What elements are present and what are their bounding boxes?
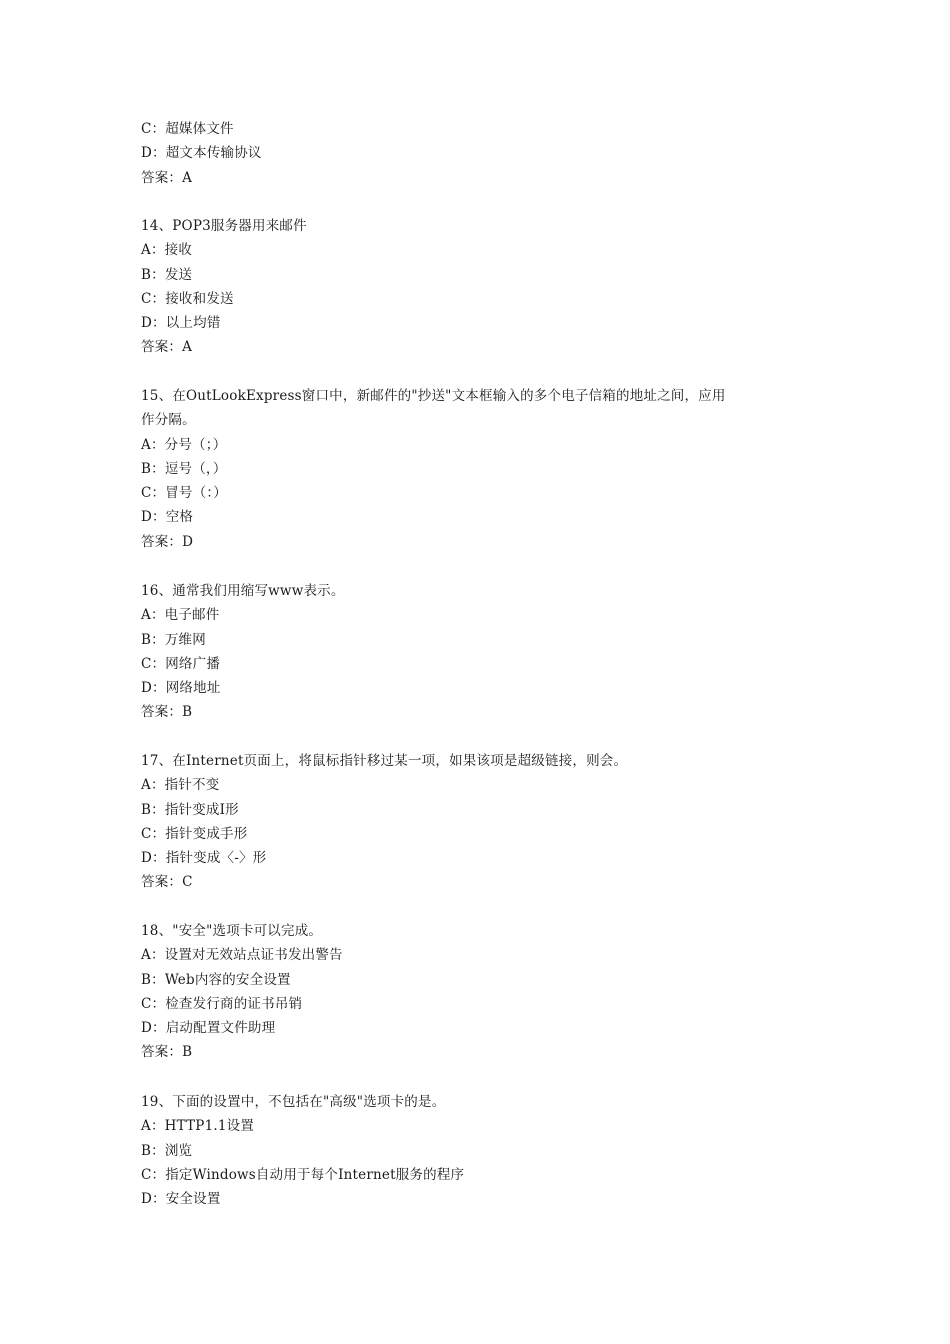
- option-c: C：接收和发送: [141, 290, 234, 307]
- option-d: D：启动配置文件助理: [141, 1020, 276, 1037]
- option-d: D：空格: [141, 509, 194, 526]
- option-a: A：指针不变: [141, 777, 220, 794]
- question-text-continued: 作分隔。: [141, 412, 196, 429]
- option-a: A：设置对无效站点证书发出警告: [141, 947, 343, 964]
- option-d: D：安全设置: [141, 1191, 221, 1208]
- question-text: 17、在Internet页面上，将鼠标指针移过某一项，如果该项是超级链接，则会。: [141, 753, 628, 769]
- answer: 答案：D: [141, 533, 194, 550]
- question-text: 15、在OutLookExpress窗口中，新邮件的"抄送"文本框输入的多个电子信箱的地址之间，应用: [141, 388, 726, 404]
- option-c: C：检查发行商的证书吊销: [141, 995, 303, 1012]
- option-c: C：超媒体文件: [141, 121, 234, 137]
- option-d: D：网络地址: [141, 680, 221, 697]
- answer: 答案：B: [141, 1044, 193, 1061]
- option-c: C：冒号（：）: [141, 485, 227, 502]
- option-b: B：Web内容的安全设置: [141, 971, 291, 988]
- option-d: D：指针变成〈-〉形: [141, 850, 267, 867]
- question-18: [141, 919, 741, 1065]
- option-b: B：逗号（，）: [141, 460, 227, 477]
- option-a: A：接收: [141, 242, 193, 259]
- option-a: A：分号（；）: [141, 436, 227, 453]
- option-c: C：指针变成手形: [141, 825, 248, 842]
- question-13-tail: [141, 117, 741, 190]
- question-text: 16、通常我们用缩写www表示。: [141, 583, 345, 599]
- answer: 答案：B: [141, 704, 193, 721]
- option-d: D：超文本传输协议: [141, 145, 262, 162]
- question-19: [141, 1090, 741, 1211]
- answer: 答案：A: [141, 169, 193, 186]
- question-15: [141, 384, 741, 554]
- option-b: B：指针变成I形: [141, 801, 239, 818]
- option-a: A：HTTP1.1设置: [141, 1118, 255, 1135]
- question-16: [141, 579, 741, 725]
- question-text: 19、下面的设置中，不包括在"高级"选项卡的是。: [141, 1094, 446, 1110]
- option-d: D：以上均错: [141, 315, 221, 332]
- question-text: 18、"安全"选项卡可以完成。: [141, 923, 323, 939]
- option-a: A：电子邮件: [141, 607, 220, 624]
- option-c: C：网络广播: [141, 655, 221, 672]
- option-c: C：指定Windows自动用于每个Internet服务的程序: [141, 1166, 465, 1183]
- question-14: [141, 214, 741, 360]
- answer: 答案：A: [141, 339, 193, 356]
- question-17: [141, 749, 741, 895]
- question-text: 14、POP3服务器用来邮件: [141, 218, 307, 234]
- option-b: B：浏览: [141, 1142, 193, 1159]
- answer: 答案：C: [141, 874, 193, 891]
- option-b: B：万维网: [141, 631, 206, 648]
- option-b: B：发送: [141, 266, 193, 283]
